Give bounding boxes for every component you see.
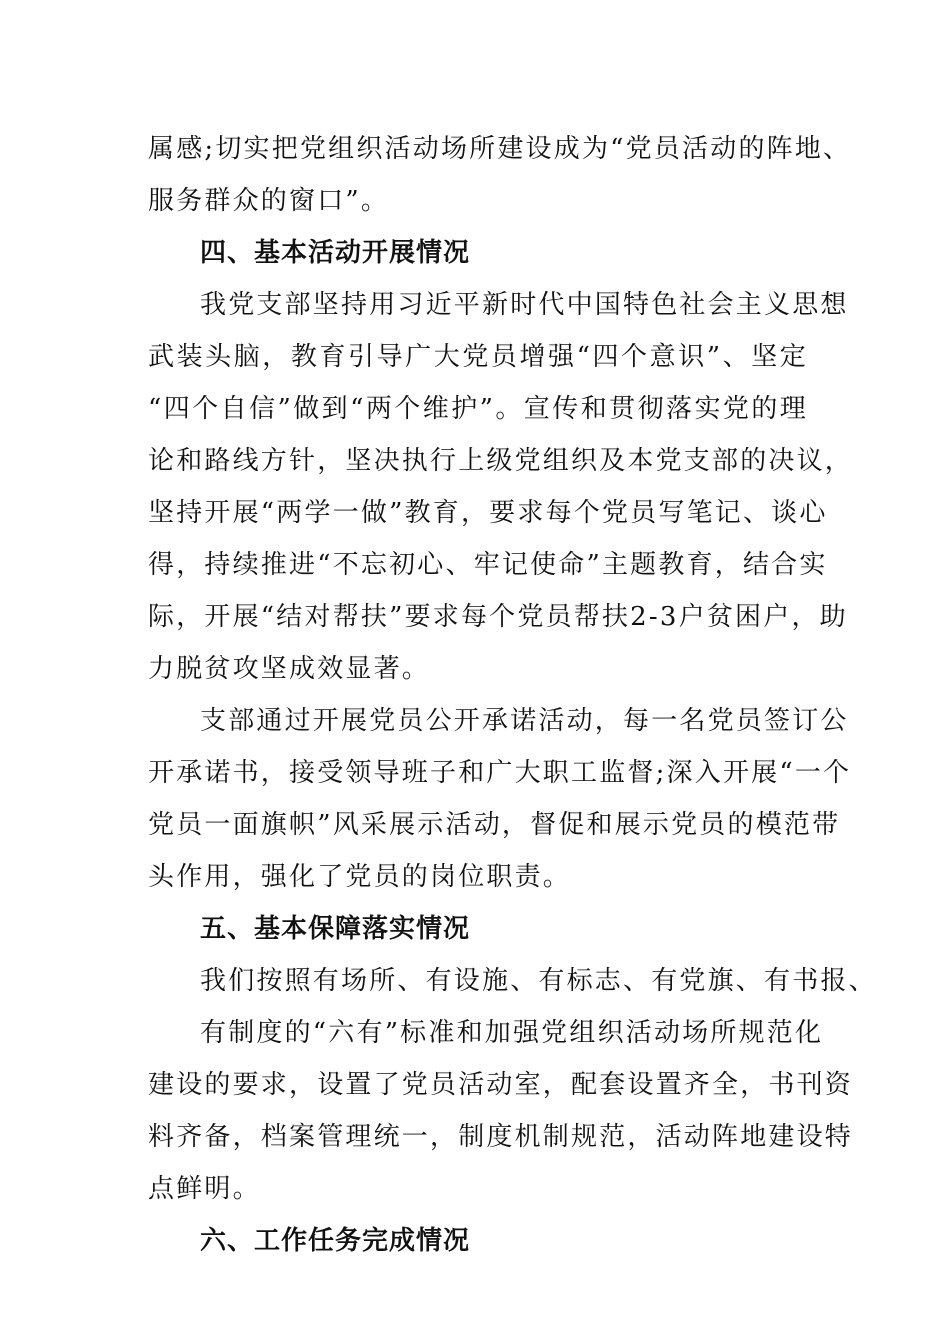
text-line: 论和路线方针，坚决执行上级党组织及本党支部的决议，: [148, 446, 854, 476]
text-line: 党员一面旗帜”风采展示活动，督促和展示党员的模范带: [148, 810, 841, 840]
text-line: 点鲜明。: [148, 1174, 261, 1204]
text-line: 建设的要求，设置了党员活动室，配套设置齐全，书刊资: [148, 1070, 854, 1100]
text-line: “四个自信”做到“两个维护”。宣传和贯彻落实党的理: [148, 394, 808, 424]
text-line: 力脱贫攻坚成效显著。: [148, 654, 431, 684]
text-line: 服务群众的窗口”。: [148, 186, 390, 216]
text-line: 我们按照有场所、有设施、有标志、有党旗、有书报、: [200, 966, 877, 996]
text-line: 开承诺书，接受领导班子和广大职工监督;深入开展“一个: [148, 758, 852, 788]
text-line: 头作用，强化了党员的岗位职责。: [148, 862, 572, 892]
text-line: 武装头脑，教育引导广大党员增强“四个意识”、坚定: [148, 342, 808, 372]
text-line: 坚持开展“两学一做”教育，要求每个党员写笔记、谈心: [148, 498, 828, 528]
text-line: 属感;切实把党组织活动场所建设成为“党员活动的阵地、: [148, 134, 852, 164]
section-heading-5: 五、基本保障落实情况: [200, 914, 471, 944]
text-line: 支部通过开展党员公开承诺活动，每一名党员签订公: [200, 706, 849, 736]
text-line: 我党支部坚持用习近平新时代中国特色社会主义思想: [200, 290, 849, 320]
text-line: 有制度的“六有”标准和加强党组织活动场所规范化: [200, 1018, 824, 1048]
text-line: 料齐备，档案管理统一，制度机制规范，活动阵地建设特: [148, 1122, 854, 1152]
section-heading-4: 四、基本活动开展情况: [200, 238, 471, 268]
text-line: 际，开展“结对帮扶”要求每个党员帮扶2-3户贫困户，助: [148, 602, 848, 632]
section-heading-6: 六、工作任务完成情况: [200, 1226, 471, 1256]
text-line: 得，持续推进“不忘初心、牢记使命”主题教育，结合实: [148, 550, 828, 580]
